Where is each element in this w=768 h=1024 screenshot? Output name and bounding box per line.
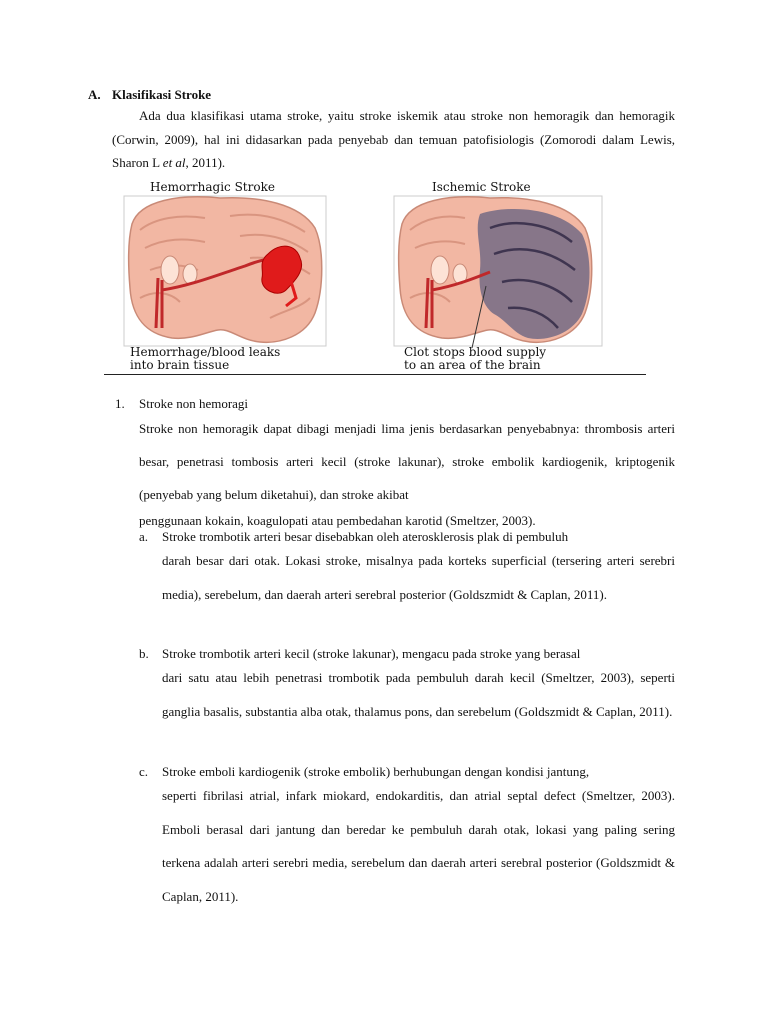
left-caption-line-2: into brain tissue	[130, 358, 230, 372]
subitem-c-mark: c.	[139, 764, 149, 779]
left-panel-title: Hemorrhagic Stroke	[150, 180, 275, 194]
intro-paragraph	[112, 104, 675, 175]
subitem-c-first-line: Stroke emboli kardiogenik (stroke embolik) berhubungan dengan kondisi jantung,	[162, 764, 590, 779]
subitem-b	[139, 646, 675, 728]
section-title: Klasifikasi Stroke	[112, 87, 212, 102]
right-panel-title: Ischemic Stroke	[432, 180, 531, 194]
item-1-body-last: penggunaan kokain, koagulopati atau pembedahan karotid (Smeltzer, 2003).	[139, 513, 536, 528]
item-1-body-text: Stroke non hemoragik dapat dibagi menjadi lima jenis berdasarkan penyebabnya: thrombosis arteri besar, penetrasi tombosis arteri kecil (stroke lakunar), stroke embolik kardiogenik, kriptogenik (penyebab yang belum diketahui), dan stroke akibat	[139, 421, 675, 502]
left-brain	[129, 197, 322, 342]
subitem-a-text: darah besar dari otak. Lokasi stroke, misalnya pada korteks superficial (tersering arteri serebri media), serebelum, dan daerah arteri serebral posterior (Goldszmidt & Caplan, 2011).	[162, 553, 675, 602]
left-caption-line-1: Hemorrhage/blood leaks	[130, 345, 281, 359]
section-letter: A.	[88, 87, 101, 102]
item-1-number: 1.	[115, 396, 125, 411]
intro-text-end: , 2011).	[185, 155, 226, 170]
figure-divider	[104, 374, 646, 375]
right-caption-line-1: Clot stops blood supply	[404, 345, 547, 359]
item-1-heading	[115, 396, 248, 412]
subitem-c	[139, 764, 675, 913]
intro-italic: et al	[162, 155, 186, 170]
stroke-figure	[110, 178, 646, 374]
subitem-a	[139, 529, 675, 611]
item-1-body	[139, 412, 675, 531]
item-1-title: Stroke non hemoragi	[139, 396, 249, 411]
subitem-a-mark: a.	[139, 529, 149, 544]
intro-text: Ada dua klasifikasi utama stroke, yaitu stroke iskemik atau stroke non hemoragik dan hemoragik (Corwin, 2009), hal ini didasarkan pada penyebab dan temuan patofisiologis (Zomorodi dalam Lewis, Sharon L	[112, 108, 675, 170]
subitem-c-text: seperti fibrilasi atrial, infark miokard, endokarditis, dan atrial septal defect (Smeltzer, 2003). Emboli berasal dari jantung dan beredar ke pembuluh darah otak, lokasi yang paling sering terkena adalah arteri serebri media, serebelum dan daerah arteri serebral posterior (Goldszmidt & Caplan, 2011).	[162, 788, 675, 904]
right-caption-line-2: to an area of the brain	[404, 358, 541, 372]
subitem-b-mark: b.	[139, 646, 149, 661]
right-brain	[399, 197, 592, 348]
subitem-b-text: dari satu atau lebih penetrasi trombotik pada pembuluh darah kecil (Smeltzer, 2003), seperti ganglia basalis, substantia alba otak, thalamus pons, dan serebelum (Goldszmidt & Caplan, 2011).	[162, 670, 675, 719]
subitem-a-first-line: Stroke trombotik arteri besar disebabkan oleh aterosklerosis plak di pembuluh	[162, 529, 569, 544]
subitem-b-first-line: Stroke trombotik arteri kecil (stroke lakunar), mengacu pada stroke yang berasal	[162, 646, 581, 661]
stroke-illustration	[110, 178, 646, 374]
section-heading	[88, 87, 211, 103]
